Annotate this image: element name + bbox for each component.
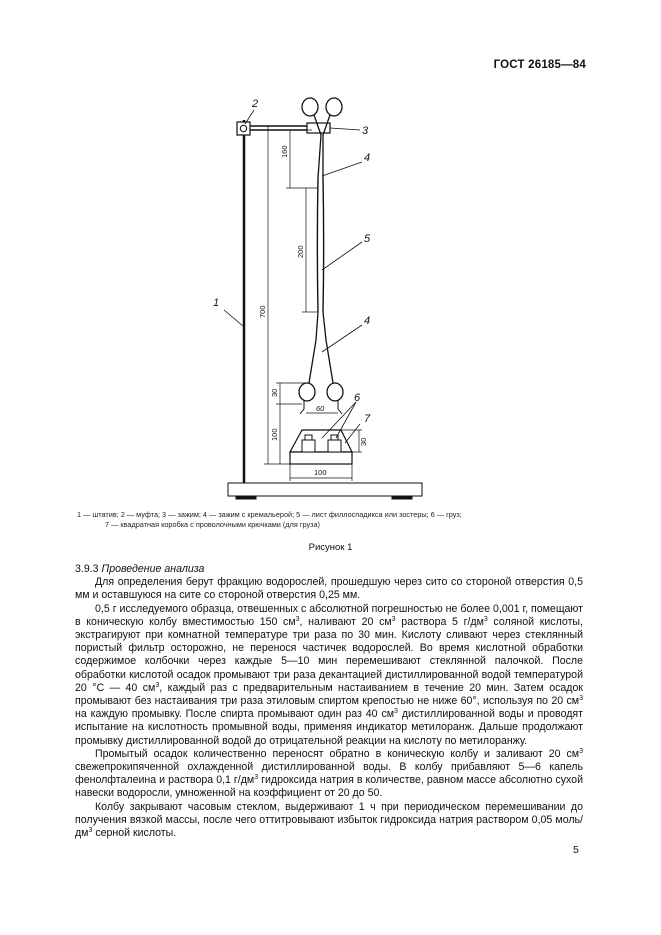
dim-160: 160: [280, 145, 289, 158]
callout-5: 5: [364, 233, 371, 245]
dim-100-horizontal: 100: [314, 468, 327, 477]
callout-1: 1: [213, 297, 220, 309]
dim-30-right: 30: [359, 437, 368, 446]
figure-legend: [77, 510, 597, 530]
section-number: 3.9.3: [75, 563, 99, 575]
paragraph-4: Колбу закрывают часовым стеклом, выдерживают 1 ч при периодическом перемешивании до получения вязкой массы, после чего оттитровывают избыток гидроксида натрия раствором 0,05 моль/$дм^3$ серной кислоты.: [75, 800, 583, 840]
stand-foot-left: [236, 496, 256, 499]
upper-scissors-clamp: [302, 98, 342, 178]
section-title: Проведение анализа: [101, 563, 205, 575]
legend-line-2: 7 — квадратная коробка с проволочными крючками (для груза): [105, 520, 320, 529]
callout-4-lower: 4: [364, 315, 371, 327]
callout-6: 6: [354, 392, 361, 404]
paragraph-3: Промытый осадок количественно переносят обратно в коническую колбу и заливают 20 $см^3$ свежепрокипяченной охлажденной дистиллированной воды. В колбу прибавляют 5—6 капель фенолфталеина и раствора 0,1 $г/дм^3$ гидроксида натрия в количестве, равном массе абсолютно сухой навески водоросли, умноженной на коэффициент от 20 до 50.: [75, 747, 583, 800]
legend-line-1: 1 — штатив; 2 — муфта; 3 — зажим; 4 — зажим с кремальерой; 5 — лист филлоспадикса или зостеры; 6 — груз;: [77, 510, 462, 519]
stand-foot-right: [392, 496, 412, 499]
callout-7: 7: [364, 413, 371, 425]
lower-scissors-clamp: [299, 312, 343, 401]
figure-caption: Рисунок 1: [308, 542, 353, 553]
body-text: [75, 563, 583, 840]
leaf-strip: [317, 178, 324, 312]
paragraph-1: Для определения берут фракцию водорослей, прошедшую через сито со стороной отверстия 0,5 мм и оставшуюся на сите со стороной отверстия 0,25 мм.: [75, 576, 583, 602]
section-heading: [75, 563, 583, 576]
dim-60: 60: [316, 404, 325, 413]
callout-3: 3: [362, 125, 369, 137]
callout-2: 2: [252, 98, 259, 110]
page-number: 5: [573, 844, 579, 856]
dim-200: 200: [296, 245, 305, 258]
dim-30-left: 30: [270, 388, 279, 397]
document-code: ГОСТ 26185—84: [493, 59, 586, 71]
paragraph-2: 0,5 г исследуемого образца, отвешенных с абсолютной погрешностью не более 0,001 г, помещают в коническую колбу вместимостью 150 $см^3$, наливают 20 $см^3$ раствора 5 $г/дм^3$ соляной кислоты, экстрагируют при комнатной температуре три раза по 30 мин. Кислоту сливают через стеклянный пористый фильтр осторожно, не перенося частичек водорослей. Во время кислотной обработки содержимое колбочки через каждые 5—10 мин перемешивают стеклянной палочкой. После обработки кислотой осадок промывают три раза декантацией дистиллированной водой температурой 20 °С — 40 $см^3$, каждый раз с предварительным настаиванием в течение 20 мин. Затем осадок промывают без настаивания три раза этиловым спиртом крепостью не ниже 60°, используя по 20 $см^3$ на каждую промывку. После спирта промывают один раз 40 $см^3$ дистиллированной воды и проводят испытание на кислотность промывной воды, применяя индикатор метилоранж. Дальше продолжают промывку дистиллированной водой до отрицательной реакции на кислоту по метилоранжу.: [75, 602, 583, 747]
stand-base: [228, 483, 422, 496]
callout-4-upper: 4: [364, 152, 371, 164]
dim-700: 700: [258, 305, 267, 318]
dim-100-vertical: 100: [270, 428, 279, 441]
weight-box: [290, 430, 352, 452]
